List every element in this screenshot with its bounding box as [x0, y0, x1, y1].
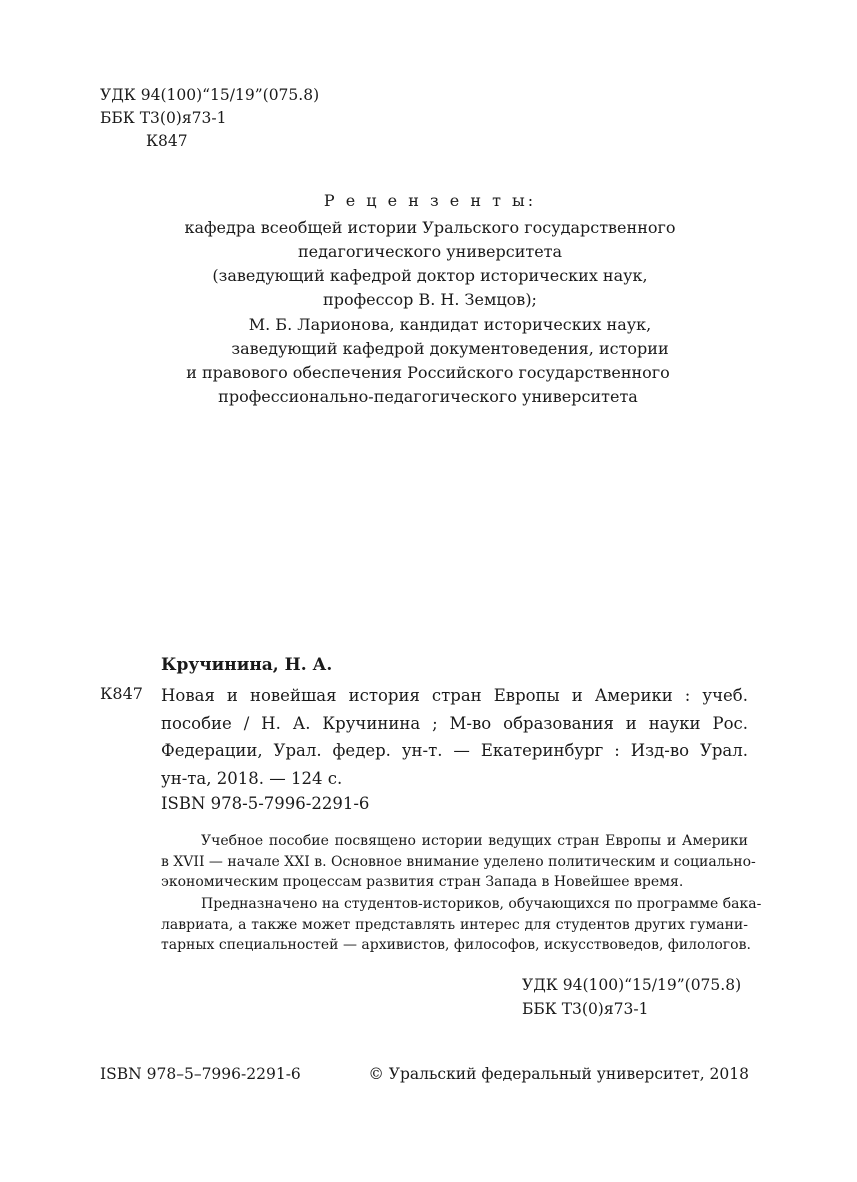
card-description — [161, 682, 748, 792]
abstract-paragraph-1 — [161, 831, 756, 893]
udk-code-top: УДК 94(100)“15/19”(075.8) — [100, 86, 320, 104]
bbk-code-bottom: ББК Т3(0)я73-1 — [522, 1000, 649, 1018]
card-description-line: ун-та, 2018. — 124 с. — [161, 768, 343, 788]
abstract-line: Учебное пособие посвящено истории ведущих стран Европы и Америки — [201, 833, 748, 849]
reviewer-line: М. Б. Ларионова, кандидат исторических наук, — [248, 315, 652, 334]
card-description-line: Федерации, Урал. федер. ун-т. — Екатеринбург : Изд-во Урал. — [161, 741, 748, 760]
reviewer-line: (заведующий кафедрой доктор исторических наук, — [212, 266, 648, 285]
abstract-line: в XVII — начале XXI в. Основное внимание уделено политическим и социально- — [161, 853, 756, 870]
udk-code-bottom: УДК 94(100)“15/19”(075.8) — [522, 976, 742, 994]
abstract-paragraph-2 — [161, 894, 762, 956]
abstract-line: тарных специальностей — архивистов, философов, искусствоведов, филологов. — [161, 937, 751, 953]
card-description-line: пособие / Н. А. Кручинина ; М-во образования и науки Рос. — [161, 713, 748, 733]
reviewer-line: заведующий кафедрой документоведения, истории — [231, 339, 669, 358]
footer-isbn: ISBN 978–5–7996-2291-6 — [100, 1065, 301, 1083]
card-isbn: ISBN 978-5-7996-2291-6 — [161, 794, 370, 813]
reviewer-line: педагогического университета — [297, 242, 563, 261]
author-mark-top: К847 — [146, 132, 188, 150]
abstract-line: лавриата, а также может представлять интерес для студентов других гумани- — [161, 916, 748, 933]
abstract-line: экономическим процессам развития стран Запада в Новейшее время. — [161, 874, 684, 890]
card-author-mark: К847 — [100, 684, 143, 703]
abstract-line: Предназначено на студентов-историков, обучающихся по программе бака- — [201, 896, 762, 912]
card-description-line: Новая и новейшая история стран Европы и Америки : учеб. — [161, 686, 748, 705]
reviewers-heading: Р е ц е н з е н т ы: — [323, 191, 537, 210]
bbk-code-top: ББК Т3(0)я73-1 — [100, 109, 227, 127]
reviewer-line: профессионально-педагогического университета — [218, 387, 638, 406]
footer-copyright: © Уральский федеральный университет, 2018 — [368, 1065, 749, 1083]
reviewer-line: профессор В. Н. Земцов); — [323, 290, 537, 309]
reviewer-line: и правового обеспечения Российского государственного — [186, 363, 670, 382]
reviewer-line: кафедра всеобщей истории Уральского государственного — [184, 218, 676, 237]
card-author: Кручинина, Н. А. — [161, 655, 333, 675]
